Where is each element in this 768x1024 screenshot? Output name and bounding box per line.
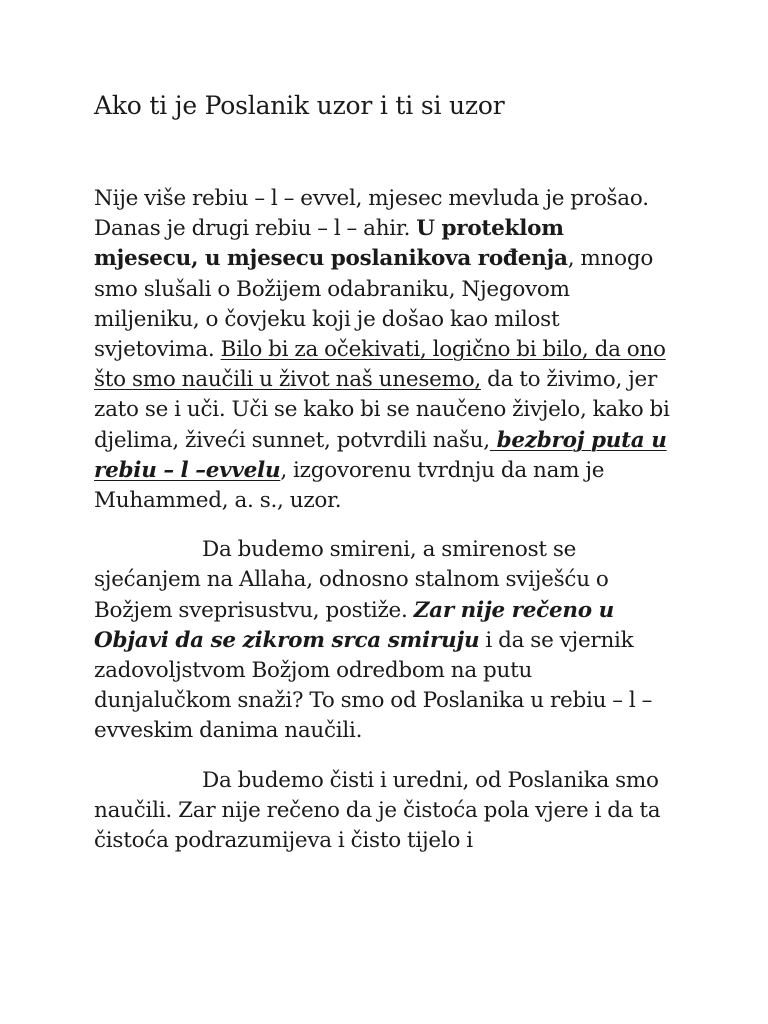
p2-text-1: Da budemo smireni, a smirenost se sjećanjem na Allaha, odnosno stalnom sviješću o Božjem sveprisustvu, postiže.: [94, 537, 609, 623]
paragraph-1: [94, 184, 674, 516]
p2-text-2: i da se vjernik zadovoljstvom Božjom odredbom na putu dunjalučkom snaži? To smo od Poslanika u rebiu – l – evveskim danima naučili.: [94, 627, 653, 744]
p1-underline-1: Bilo bi za očekivati, logično bi bilo, da ono što smo naučili u život naš unesemo,: [94, 337, 666, 393]
paragraph-2: [94, 535, 674, 746]
p2-bold-italic-1: Zar nije rečeno u Objavi da se zikrom srca smiruju: [94, 597, 614, 653]
p3-text-1: Da budemo čisti i uredni, od Poslanika smo naučili. Zar nije rečeno da je čistoća pola vjere i da ta čistoća podrazumijeva i čisto tijelo i: [94, 767, 661, 854]
paragraph-3: [94, 766, 674, 857]
p1-text-1: Nije više rebiu – l – evvel, mjesec mevluda je prošao. Danas je drugi rebiu – l – ahir.: [94, 186, 649, 242]
p1-bold-1: U proteklom mjesecu, u mjesecu poslanikova rođenja: [94, 216, 568, 272]
p1-bold-italic-1: bezbroj puta u rebiu – l –evvelu: [94, 427, 667, 483]
p1-text-4: , izgovorenu tvrdnju da nam je Muhammed, a. s., uzor.: [94, 457, 605, 514]
page-title: Ako ti je Poslanik uzor i ti si uzor: [94, 91, 505, 120]
p1-text-3: da to živimo, jer zato se i uči. Uči se kako bi se naučeno živjelo, kako bi djelima, živeći sunnet, potvrdili našu,: [94, 367, 670, 453]
p1-text-2: , mnogo smo slušali o Božijem odabraniku, Njegovom miljeniku, o čovjeku koji je došao kao milost svjetovima.: [94, 246, 654, 363]
